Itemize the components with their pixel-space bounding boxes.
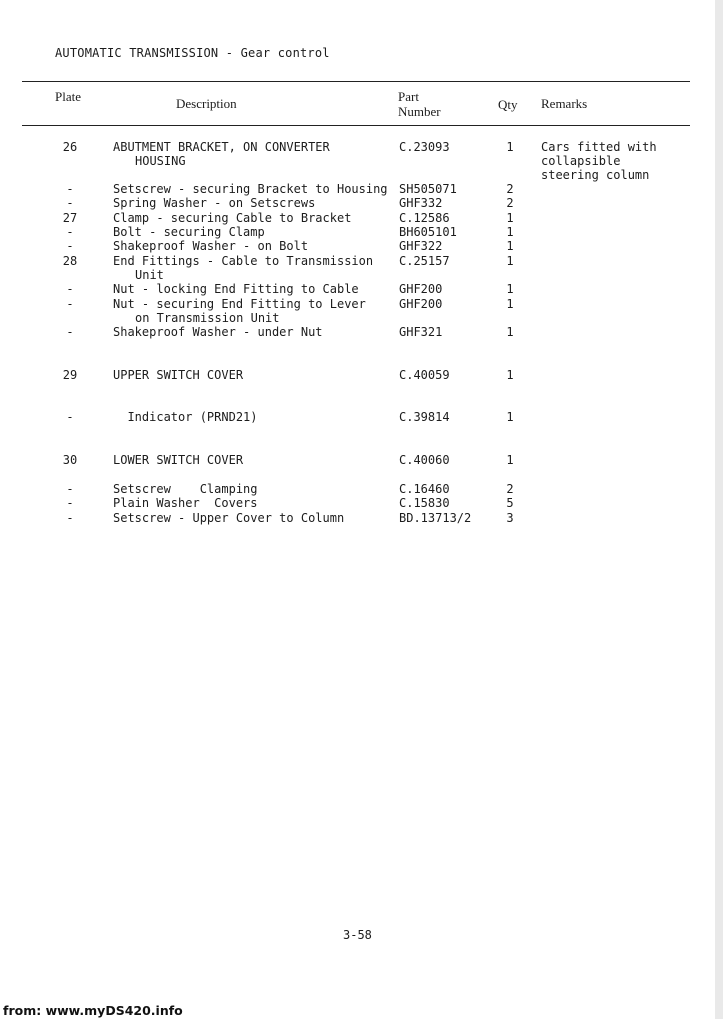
quantity: 3	[506, 511, 514, 525]
part-number: SH505071	[399, 182, 457, 196]
page-edge	[715, 0, 723, 1019]
part-number: BH605101	[399, 225, 457, 239]
quantity: 2	[506, 182, 514, 196]
quantity: 1	[506, 368, 514, 382]
parts-row	[0, 239, 715, 253]
parts-row	[0, 196, 715, 210]
plate-number: -	[66, 239, 74, 253]
part-number: C.12586	[399, 211, 450, 225]
description: Nut - securing End Fitting to Lever	[113, 297, 366, 311]
part-number: GHF200	[399, 282, 443, 296]
part-number: C.39814	[399, 410, 450, 424]
description: End Fittings - Cable to Transmission	[113, 254, 374, 268]
parts-row	[0, 325, 715, 339]
header-plate: Plate	[55, 89, 81, 104]
parts-row	[0, 453, 715, 467]
quantity: 2	[506, 482, 514, 496]
description: Bolt - securing Clamp	[113, 225, 265, 239]
header-bottom-rule	[22, 125, 690, 126]
parts-row	[0, 211, 715, 225]
description: Spring Washer - on Setscrews	[113, 196, 316, 210]
plate-number: 26	[62, 140, 78, 154]
quantity: 1	[506, 453, 514, 467]
part-number: GHF322	[399, 239, 443, 253]
description-continuation: on Transmission Unit	[135, 311, 280, 325]
source-footer: from: www.myDS420.info	[3, 1003, 183, 1018]
plate-number: -	[66, 182, 74, 196]
plate-number: -	[66, 325, 74, 339]
quantity: 1	[506, 254, 514, 268]
description-continuation: Unit	[135, 268, 164, 282]
parts-row	[0, 182, 715, 196]
part-number: GHF332	[399, 196, 443, 210]
parts-row	[0, 368, 715, 382]
part-number: C.15830	[399, 496, 450, 510]
quantity: 2	[506, 196, 514, 210]
remarks: Cars fitted with	[541, 140, 657, 154]
description: ABUTMENT BRACKET, ON CONVERTER	[113, 140, 330, 154]
part-number: BD.13713/2	[399, 511, 472, 525]
description: Clamp - securing Cable to Bracket	[113, 211, 352, 225]
description: Plain Washer Covers	[113, 496, 258, 510]
part-number: C.25157	[399, 254, 450, 268]
parts-row	[0, 410, 715, 424]
plate-number: -	[66, 410, 74, 424]
plate-number: -	[66, 511, 74, 525]
quantity: 5	[506, 496, 514, 510]
quantity: 1	[506, 325, 514, 339]
remarks-continuation: collapsible	[541, 154, 621, 168]
parts-row	[0, 282, 715, 296]
quantity: 1	[506, 239, 514, 253]
quantity: 1	[506, 211, 514, 225]
plate-number: 27	[62, 211, 78, 225]
description: Setscrew Clamping	[113, 482, 258, 496]
parts-row	[0, 140, 715, 154]
parts-row	[0, 225, 715, 239]
description: Shakeproof Washer - under Nut	[113, 325, 323, 339]
header-qty: Qty	[498, 97, 518, 112]
quantity: 1	[506, 410, 514, 424]
part-number: C.16460	[399, 482, 450, 496]
description: Setscrew - Upper Cover to Column	[113, 511, 345, 525]
header-remarks: Remarks	[541, 96, 588, 111]
quantity: 1	[506, 282, 514, 296]
plate-number: -	[66, 496, 74, 510]
plate-number: 28	[62, 254, 78, 268]
part-number: C.23093	[399, 140, 450, 154]
section-title: AUTOMATIC TRANSMISSION - Gear control	[55, 46, 330, 60]
page-number: 3-58	[343, 928, 372, 942]
plate-number: 29	[62, 368, 78, 382]
quantity: 1	[506, 140, 514, 154]
remarks-continuation: steering column	[541, 168, 650, 182]
parts-row	[0, 496, 715, 510]
header-top-rule	[22, 81, 690, 82]
plate-number: 30	[62, 453, 78, 467]
description: Shakeproof Washer - on Bolt	[113, 239, 309, 253]
quantity: 1	[506, 297, 514, 311]
part-number: C.40059	[399, 368, 450, 382]
header-part-line1: Part	[398, 89, 419, 104]
header-part-line2: Number	[398, 104, 441, 119]
part-number: C.40060	[399, 453, 450, 467]
part-number: GHF200	[399, 297, 443, 311]
description: Setscrew - securing Bracket to Housing	[113, 182, 388, 196]
plate-number: -	[66, 225, 74, 239]
quantity: 1	[506, 225, 514, 239]
parts-row	[0, 482, 715, 496]
description: Nut - locking End Fitting to Cable	[113, 282, 359, 296]
plate-number: -	[66, 297, 74, 311]
plate-number: -	[66, 282, 74, 296]
header-description: Description	[176, 96, 237, 111]
description: Indicator (PRND21)	[113, 410, 258, 424]
part-number: GHF321	[399, 325, 443, 339]
parts-row	[0, 297, 715, 311]
description: LOWER SWITCH COVER	[113, 453, 244, 467]
plate-number: -	[66, 196, 74, 210]
parts-row	[0, 511, 715, 525]
plate-number: -	[66, 482, 74, 496]
parts-row	[0, 254, 715, 268]
description-continuation: HOUSING	[135, 154, 186, 168]
description: UPPER SWITCH COVER	[113, 368, 244, 382]
